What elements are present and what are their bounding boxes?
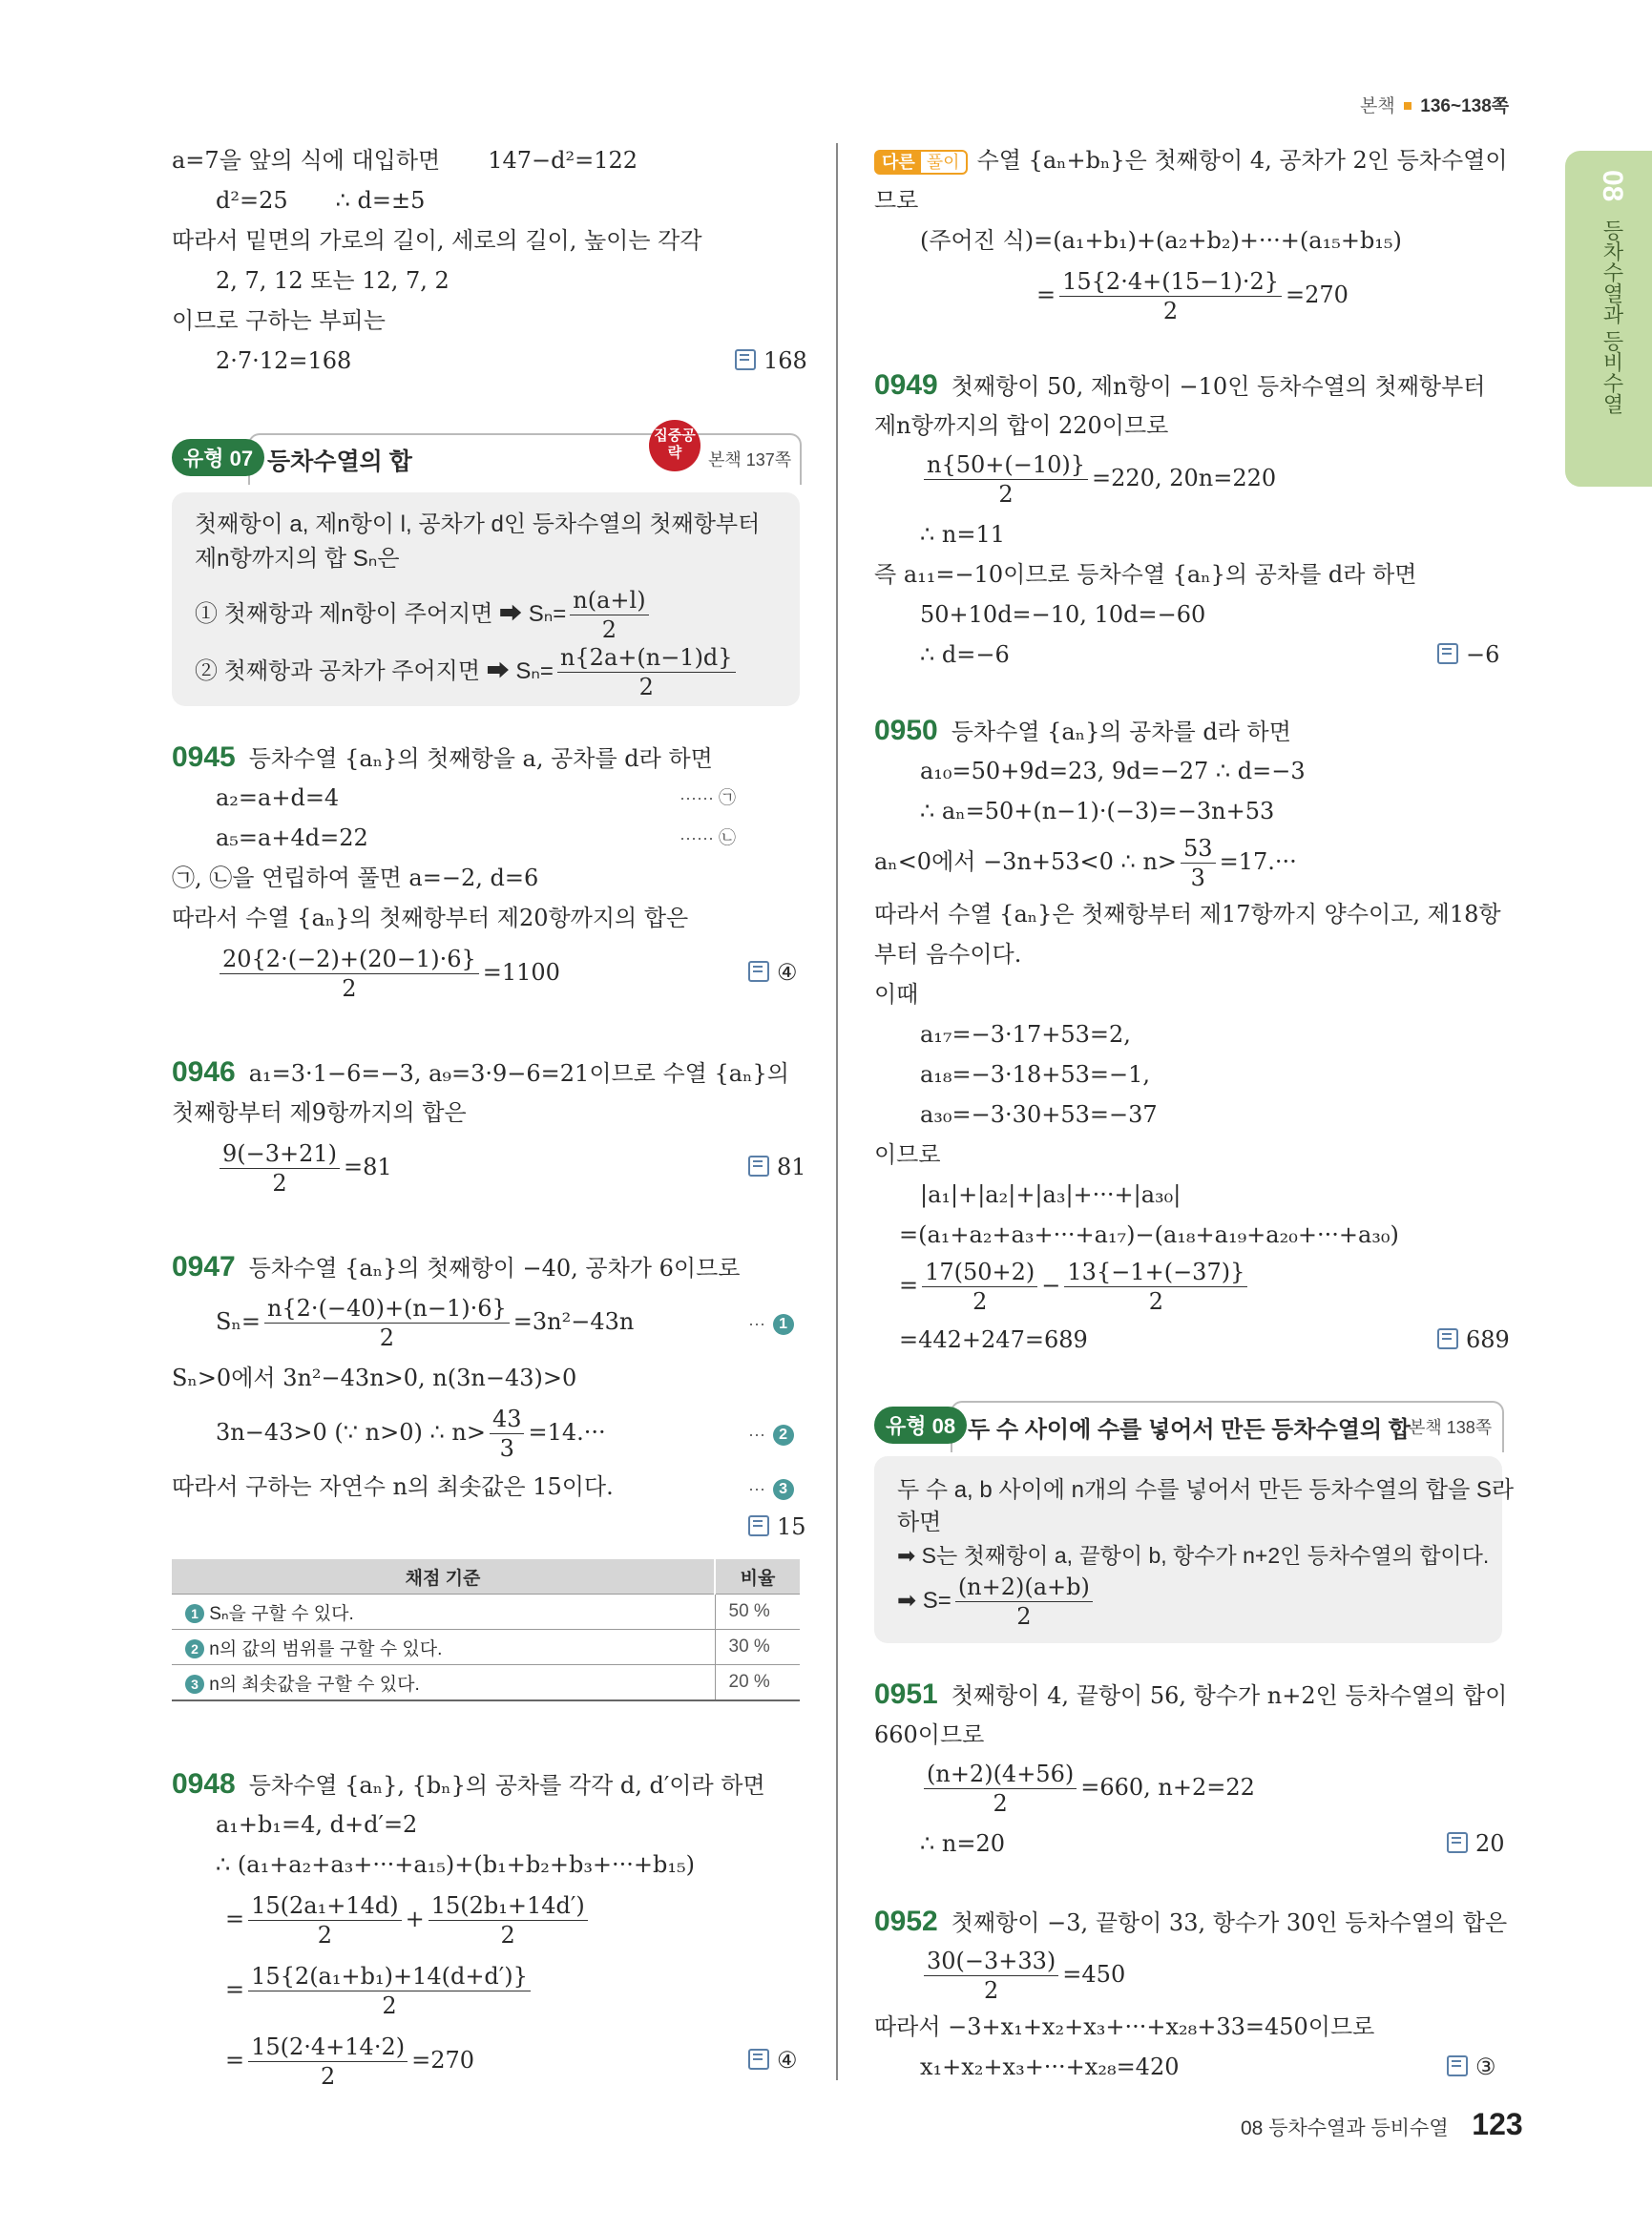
- problem-0948-formula-3: = $\frac{15(2\cdot 4+14\cdot 2)}{2}$ =270: [225, 2033, 475, 2090]
- problem-number: 0952: [874, 1906, 938, 1937]
- problem-0947-line-4: 3n−43>0 (∵ n>0) ∴ n> $\frac{43}{3}$ =14.···: [216, 1406, 606, 1462]
- problem-0950-formula: = $\frac{17(50+2)}{2}$ − $\frac{13\{-1+(-37)\}}{2}$: [899, 1252, 1251, 1319]
- answer-icon: [1437, 1328, 1458, 1349]
- problem-0950-line-6: 부터 음수이다.: [874, 941, 1022, 968]
- problem-0951-line-2: 660이므로: [874, 1721, 985, 1748]
- grading-row: 1 Sₙ을 구할 수 있다. 50 %: [172, 1595, 800, 1630]
- problem-0946-formula: $\frac{9(-3+21)}{2}$ =81: [216, 1134, 392, 1200]
- problem-0950-line-1: 0950 등차수열 {aₙ}의 공차를 d라 하면: [874, 715, 1291, 746]
- equation-mark-2: ······ ㉡: [680, 828, 736, 847]
- answer-icon: [1447, 2055, 1468, 2076]
- problem-0950-line-10: a₃₀=−3·30+53=−37: [920, 1101, 1158, 1128]
- grading-row: 3 n의 최솟값을 구할 수 있다. 20 %: [172, 1665, 800, 1701]
- problem-0945-answer: ④: [748, 953, 798, 991]
- problem-0947-formula: Sₙ= $\frac{n\{2\cdot(-40)+(n-1)\cdot 6\}}{2}$ =3n²−43n: [216, 1295, 635, 1351]
- type08-desc-3: ➡ S는 첫째항이 a, 끝항이 b, 항수가 n+2인 등차수열의 합이다.: [897, 1543, 1490, 1568]
- problem-0949-line-2: 제n항까지의 합이 220이므로: [874, 412, 1169, 439]
- problem-0950-line-8: a₁₇=−3·17+53=2,: [920, 1021, 1131, 1048]
- alt-solution-formula: = $\frac{15\{2\cdot 4+(15-1)\cdot 2\}}{2}$ =270: [1036, 268, 1349, 324]
- alt-badge: 다른 풀이: [874, 150, 968, 175]
- square-icon: [1404, 102, 1412, 110]
- intro-line-2: d²=25 ∴ d=±5: [216, 187, 426, 214]
- problem-number: 0947: [172, 1251, 236, 1282]
- problem-0947-line-5: 따라서 구하는 자연수 n의 최솟값은 15이다.: [172, 1473, 614, 1500]
- problem-0947-line-1: 0947 등차수열 {aₙ}의 첫째항이 −40, 공차가 6이므로: [172, 1251, 741, 1282]
- grading-criteria-header: 채점 기준: [172, 1559, 715, 1595]
- intro-line-6: 2·7·12=168: [216, 347, 352, 374]
- answer-icon: [748, 1156, 769, 1177]
- problem-0946-line-2: 첫째항부터 제9항까지의 합은: [172, 1099, 467, 1126]
- column-divider: [836, 143, 838, 2080]
- page-footer: [1241, 2107, 1523, 2142]
- problem-0946-line-1: 0946 a₁=3·1−6=−3, a₉=3·9−6=21이므로 수열 {aₙ}의: [172, 1056, 789, 1088]
- problem-0949-formula: $\frac{n\{50+(-10)\}}{2}$ =220, 20n=220: [920, 445, 1276, 511]
- problem-0948-line-2: a₁+b₁=4, d+d′=2: [216, 1811, 418, 1838]
- intro-answer: 168: [735, 342, 807, 380]
- problem-0948-formula-1: = $\frac{\text{15(2a₁+14d)}}{2}$ + $\frac{\text{15(2b₁+14d′)}}{2}$: [225, 1886, 592, 1952]
- problem-0951-line-1: 0951 첫째항이 4, 끝항이 56, 항수가 n+2인 등차수열의 합이: [874, 1678, 1508, 1710]
- problem-0949-line-4: ∴ n=11: [920, 521, 1006, 548]
- problem-0949-line-6: 50+10d=−10, 10d=−60: [920, 601, 1206, 628]
- step-marker-3: ··· 3: [748, 1468, 794, 1508]
- problem-0948-answer: ④: [748, 2041, 798, 2079]
- problem-0950-line-3: ∴ aₙ=50+(n−1)·(−3)=−3n+53: [920, 798, 1275, 824]
- focus-badge: 집중공략: [649, 420, 701, 471]
- alt-solution-line-1: 다른 풀이 수열 {aₙ+bₙ}은 첫째항이 4, 공차가 2인 등차수열이: [874, 141, 1508, 181]
- answer-icon: [1437, 643, 1458, 664]
- answer-icon: [1447, 1832, 1468, 1853]
- problem-0950-answer: 689: [1437, 1321, 1510, 1359]
- problem-0949-line-1: 0949 첫째항이 50, 제n항이 −10인 등차수열의 첫째항부터: [874, 369, 1486, 401]
- problem-0948-line-3: ∴ (a₁+a₂+a₃+···+a₁₅)+(b₁+b₂+b₃+···+b₁₅): [216, 1851, 696, 1878]
- problem-0949-answer: −6: [1437, 636, 1499, 674]
- problem-0950-line-2: a₁₀=50+9d=23, 9d=−27 ∴ d=−3: [920, 758, 1306, 784]
- answer-icon: [748, 2049, 769, 2070]
- problem-0948-line-1: 0948 등차수열 {aₙ}, {bₙ}의 공차를 각각 d, d′이라 하면: [172, 1768, 765, 1800]
- intro-line-1: a=7을 앞의 식에 대입하면 147−d²=122: [172, 147, 638, 174]
- problem-number: 0948: [172, 1768, 236, 1800]
- problem-0945-line-5: 따라서 수열 {aₙ}의 첫째항부터 제20항까지의 합은: [172, 905, 689, 931]
- problem-0951-answer: 20: [1447, 1824, 1505, 1863]
- alt-solution-line-2: 므로: [874, 187, 919, 214]
- intro-line-4: 2, 7, 12 또는 12, 7, 2: [216, 267, 450, 294]
- problem-0950-line-9: a₁₈=−3·18+53=−1,: [920, 1061, 1150, 1088]
- grading-table: [172, 1559, 800, 1701]
- answer-icon: [735, 349, 756, 370]
- problem-0952-line-1: 0952 첫째항이 −3, 끝항이 33, 항수가 30인 등차수열의 합은: [874, 1906, 1508, 1937]
- problem-0950-line-7: 이때: [874, 981, 919, 1008]
- chapter-number: 08: [1597, 170, 1628, 202]
- problem-0945-formula: $\frac{20\{2\cdot(-2)+(20-1)\cdot 6\}}{2}$ =1100: [216, 939, 560, 1006]
- problem-0952-answer: ③: [1447, 2048, 1496, 2086]
- problem-0952-formula: $\frac{30(-3+33)}{2}$ =450: [920, 1941, 1125, 2008]
- problem-0945-line-3: a₅=a+4d=22: [216, 824, 368, 851]
- problem-0950-line-15: =442+247=689: [899, 1326, 1088, 1353]
- problem-0950-line-4: aₙ<0에서 −3n+53<0 ∴ n> $\frac{53}{3}$ =17.···: [874, 835, 1297, 891]
- grading-row: 2 n의 값의 범위를 구할 수 있다. 30 %: [172, 1630, 800, 1665]
- problem-number: 0945: [172, 741, 236, 773]
- problem-0949-line-7: ∴ d=−6: [920, 641, 1010, 668]
- page-number: 123: [1472, 2107, 1523, 2141]
- book-label: 본책: [1360, 96, 1395, 116]
- footer-chapter: 08 등차수열과 등비수열: [1241, 2117, 1449, 2139]
- type07-desc-1: 첫째항이 a, 제n항이 l, 공차가 d인 등차수열의 첫째항부터: [195, 511, 761, 537]
- type08-badge: 유형 08: [874, 1407, 967, 1444]
- grading-header: [172, 1559, 800, 1595]
- answer-icon: [748, 1515, 769, 1536]
- type07-item-2: ② 첫째항과 공차가 주어지면 ➡ Sₙ= $\frac{n\{2a+(n-1)d\}}{2}$: [195, 641, 740, 702]
- problem-0949-line-5: 즉 a₁₁=−10이므로 등차수열 {aₙ}의 공차를 d라 하면: [874, 561, 1417, 588]
- problem-0951-formula: $\frac{(n+2)(4+56)}{2}$ =660, n+2=22: [920, 1754, 1255, 1821]
- problem-0947-line-3: Sₙ>0에서 3n²−43n>0, n(3n−43)>0: [172, 1365, 577, 1391]
- problem-number: 0949: [874, 369, 938, 401]
- type08-desc-1: 두 수 a, b 사이에 n개의 수를 넣어서 만든 등차수열의 합을 S라: [897, 1477, 1515, 1503]
- alt-solution-line-3: (주어진 식)=(a₁+b₁)+(a₂+b₂)+···+(a₁₅+b₁₅): [920, 227, 1402, 254]
- problem-0948-formula-2: = $\frac{\text{15\{2(a₁+b₁)+14(d+d′)\}}}{2}$: [225, 1956, 534, 2023]
- type07-desc-2: 제n항까지의 합 Sₙ은: [195, 546, 400, 572]
- problem-0950-line-5: 따라서 수열 {aₙ}은 첫째항부터 제17항까지 양수이고, 제18항: [874, 901, 1501, 928]
- problem-0947-answer: 15: [748, 1508, 806, 1546]
- type07-ref: 본책 137쪽: [708, 450, 792, 469]
- type07-badge: 유형 07: [172, 439, 264, 476]
- chapter-title: 등차수열과 등비수열: [1600, 219, 1624, 415]
- equation-mark-1: ······ ㉠: [680, 788, 736, 807]
- problem-0952-line-4: x₁+x₂+x₃+···+x₂₈=420: [920, 2054, 1180, 2080]
- type08-ref: 본책 138쪽: [1409, 1418, 1493, 1437]
- intro-line-3: 따라서 밑면의 가로의 길이, 세로의 길이, 높이는 각각: [172, 227, 702, 254]
- problem-0951-line-4: ∴ n=20: [920, 1830, 1006, 1857]
- page-header: [1360, 92, 1509, 117]
- type07-item-1: ① 첫째항과 제n항이 주어지면 ➡ Sₙ= $\frac{n(a+l)}{2}$: [195, 584, 653, 645]
- problem-0950-line-12: |a₁|+|a₂|+|a₃|+···+|a₃₀|: [920, 1181, 1181, 1208]
- problem-0945-line-4: ㉠, ㉡을 연립하여 풀면 a=−2, d=6: [172, 865, 539, 891]
- type08-desc-4: ➡ S= $\frac{(n+2)(a+b)}{2}$: [897, 1571, 1097, 1632]
- chapter-side-tab: [1565, 151, 1652, 487]
- problem-0950-line-13: =(a₁+a₂+a₃+···+a₁₇)−(a₁₈+a₁₉+a₂₀+···+a₃₀): [899, 1221, 1399, 1248]
- problem-number: 0946: [172, 1056, 236, 1088]
- page-range: 136~138쪽: [1420, 96, 1510, 116]
- grading-ratio-header: 비율: [715, 1559, 800, 1595]
- answer-icon: [748, 961, 769, 982]
- problem-number: 0950: [874, 715, 938, 746]
- problem-0950-line-11: 이므로: [874, 1141, 941, 1168]
- problem-number: 0951: [874, 1678, 938, 1710]
- step-marker-2: ··· 2: [748, 1413, 794, 1453]
- type08-desc-2: 하면: [897, 1510, 942, 1535]
- problem-0946-answer: 81: [748, 1148, 806, 1186]
- problem-0952-line-3: 따라서 −3+x₁+x₂+x₃+···+x₂₈+33=450이므로: [874, 2013, 1375, 2040]
- step-marker-1: ··· 1: [748, 1303, 794, 1343]
- intro-line-5: 이므로 구하는 부피는: [172, 307, 386, 334]
- type08-title: 두 수 사이에 수를 넣어서 만든 등차수열의 합: [968, 1417, 1411, 1443]
- problem-0945-line-1: 0945 등차수열 {aₙ}의 첫째항을 a, 공차를 d라 하면: [172, 741, 713, 773]
- problem-0945-line-2: a₂=a+d=4: [216, 784, 340, 811]
- type07-title: 등차수열의 합: [267, 448, 412, 475]
